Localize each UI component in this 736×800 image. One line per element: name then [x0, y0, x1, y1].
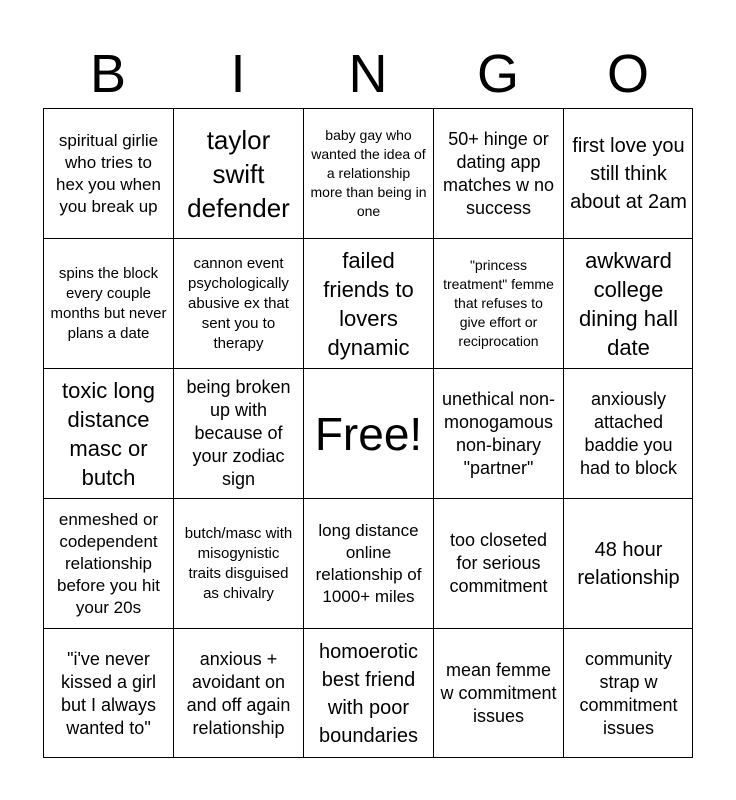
bingo-cell-r4-c2[interactable]	[173, 498, 303, 628]
bingo-cell-r1-c2[interactable]	[173, 108, 303, 238]
cell-text: 50+ hinge or dating app matches w no success	[442, 128, 555, 218]
bingo-cell-r4-c5[interactable]	[563, 498, 693, 628]
cell-text: "princess treatment" femme that refuses to give effort or reciprocation	[443, 257, 554, 349]
cell-text: awkward college dining hall date	[578, 247, 679, 360]
cell-text: baby gay who wanted the idea of a relationship more than being in one	[310, 127, 427, 219]
header-letter-g: G	[476, 44, 519, 104]
bingo-cell-r1-c5[interactable]	[563, 108, 693, 238]
cell-text: spiritual girlie who tries to hex you when you break up	[56, 130, 161, 216]
bingo-cell-r2-c3[interactable]	[303, 238, 433, 368]
bingo-cell-r3-c1[interactable]	[43, 368, 173, 498]
bingo-cell-r1-c4[interactable]	[433, 108, 563, 238]
cell-text: anxious + avoidant on and off again relationship	[186, 648, 291, 738]
cell-text: mean femme w commitment issues	[440, 660, 557, 726]
cell-text: spins the block every couple months but never plans a date	[50, 264, 167, 342]
bingo-cell-r1-c1[interactable]	[43, 108, 173, 238]
cell-text: "i've never kissed a girl but I always wanted to"	[60, 648, 157, 738]
cell-text: first love you still think about at 2am	[570, 134, 687, 213]
cell-text: long distance online relationship of 1000+ miles	[315, 520, 422, 606]
bingo-cell-r5-c1[interactable]	[43, 628, 173, 758]
bingo-cell-r4-c1[interactable]	[43, 498, 173, 628]
bingo-cell-r2-c4[interactable]	[433, 238, 563, 368]
bingo-cell-r5-c4[interactable]	[433, 628, 563, 758]
cell-text: unethical non-monogamous non-binary "partner"	[441, 388, 556, 478]
bingo-cell-r4-c4[interactable]	[433, 498, 563, 628]
cell-text: anxiously attached baddie you had to block	[579, 388, 678, 478]
bingo-cell-r2-c5[interactable]	[563, 238, 693, 368]
header-letter-o: O	[606, 44, 649, 104]
header-letter-n: N	[348, 44, 388, 104]
bingo-cell-r3-c2[interactable]	[173, 368, 303, 498]
bingo-cell-r1-c3[interactable]	[303, 108, 433, 238]
free-space-text: Free!	[314, 407, 423, 460]
cell-text: butch/masc with misogynistic traits disguised as chivalry	[184, 524, 293, 602]
bingo-cell-r5-c5[interactable]	[563, 628, 693, 758]
cell-text: homoerotic best friend with poor boundaries	[319, 640, 418, 747]
cell-text: community strap w commitment issues	[579, 648, 678, 738]
cell-text: taylor swift defender	[187, 124, 290, 223]
cell-text: toxic long distance masc or butch	[62, 377, 155, 490]
bingo-board	[43, 108, 693, 758]
bingo-cell-r5-c3[interactable]	[303, 628, 433, 758]
cell-text: too closeted for serious commitment	[449, 530, 548, 596]
bingo-cell-r3-c4[interactable]	[433, 368, 563, 498]
cell-text: failed friends to lovers dynamic	[323, 247, 414, 360]
cell-text: being broken up with because of your zodiac sign	[186, 377, 291, 489]
bingo-cell-free[interactable]	[303, 368, 433, 498]
bingo-cell-r2-c1[interactable]	[43, 238, 173, 368]
bingo-cell-r4-c3[interactable]	[303, 498, 433, 628]
cell-text: enmeshed or codependent relationship before you hit your 20s	[56, 509, 160, 617]
bingo-header	[43, 42, 693, 106]
bingo-cell-r5-c2[interactable]	[173, 628, 303, 758]
cell-text: cannon event psychologically abusive ex that sent you to therapy	[188, 254, 289, 352]
cell-text: 48 hour relationship	[577, 538, 680, 589]
bingo-cell-r2-c2[interactable]	[173, 238, 303, 368]
bingo-cell-r3-c5[interactable]	[563, 368, 693, 498]
header-letter-b: B	[89, 44, 127, 104]
header-letter-i: I	[230, 44, 246, 104]
